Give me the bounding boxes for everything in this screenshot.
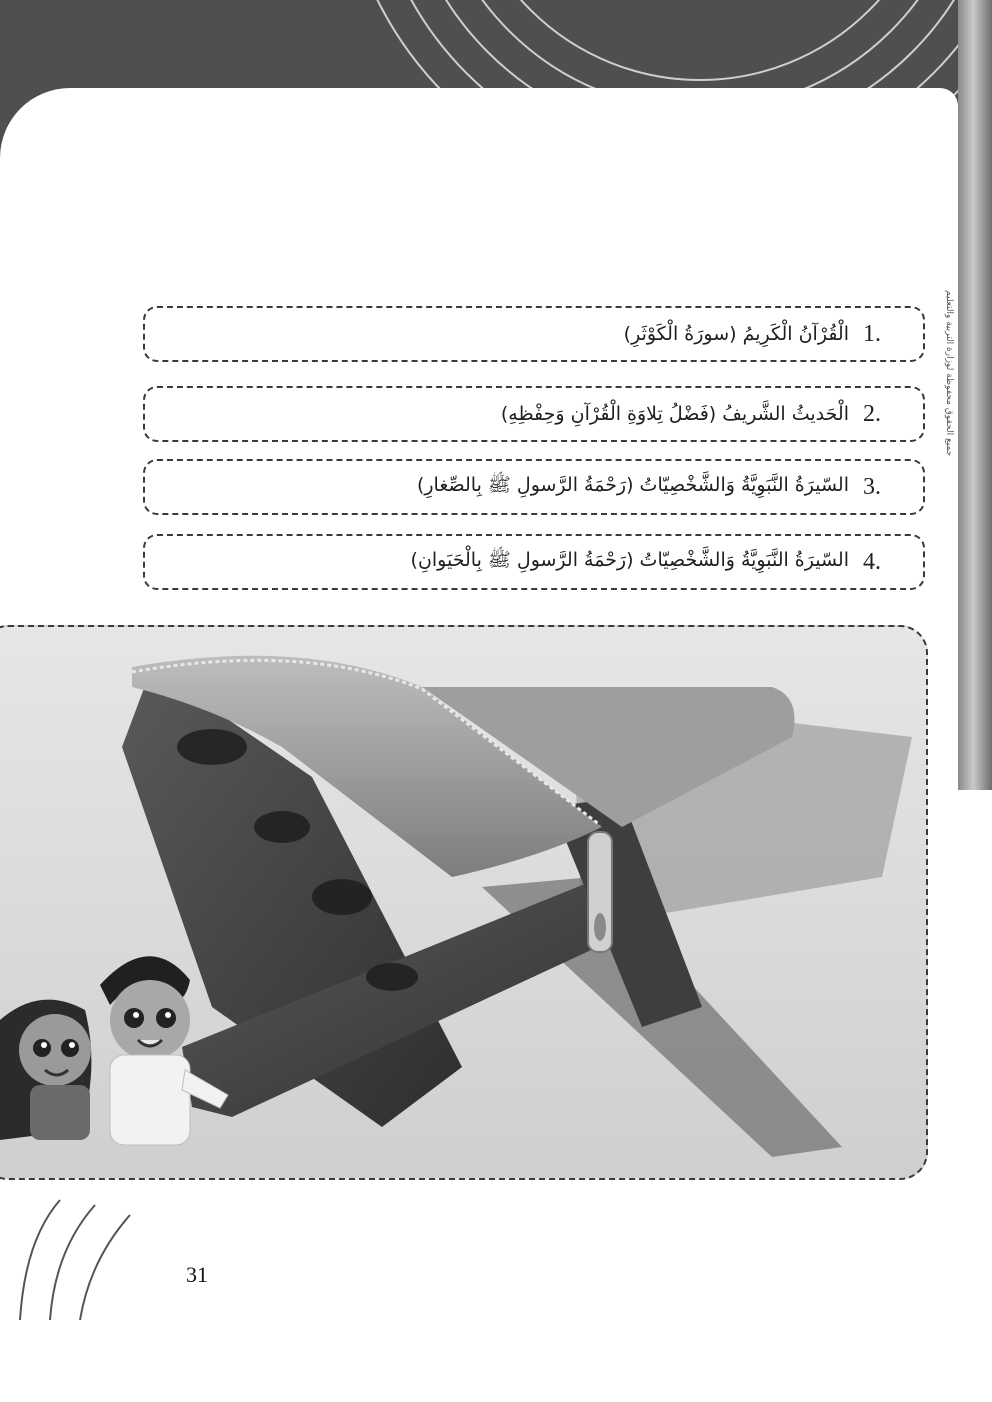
bottom-decorative-arcs [0, 1180, 240, 1320]
kids-illustration [0, 930, 240, 1150]
book-spine [958, 0, 992, 790]
topic-number: 3. [863, 473, 881, 500]
side-copyright-note: جميع الحقوق محفوظة لوزارة التربية والتعليم [944, 290, 954, 457]
topic-number: 2. [863, 400, 881, 427]
topic-number: 4. [863, 548, 881, 575]
topic-item-4 [143, 534, 925, 590]
topic-number: 1. [863, 320, 881, 347]
page-number: 31 [186, 1262, 208, 1287]
topic-text: الْحَديثُ الشَّريفُ (فَضْلُ تِلاوَةِ الْقُرْآنِ وَحِفْظِهِ) [500, 403, 849, 425]
topic-item-1 [143, 306, 925, 362]
topic-text: السّيرَةُ النَّبَوِيَّةُ وَالشَّخْصِيّاتُ (رَحْمَةُ الرَّسولِ ﷺ بِالْحَيَوانِ) [410, 549, 849, 571]
topic-text: السّيرَةُ النَّبَوِيَّةُ وَالشَّخْصِيّاتُ (رَحْمَةُ الرَّسولِ ﷺ بِالصِّغارِ) [416, 474, 849, 496]
topic-item-2 [143, 386, 925, 442]
topic-item-3 [143, 459, 925, 515]
topic-text: الْقُرْآنُ الْكَرِيمُ (سورَةُ الْكَوْثَرِ) [623, 323, 849, 345]
